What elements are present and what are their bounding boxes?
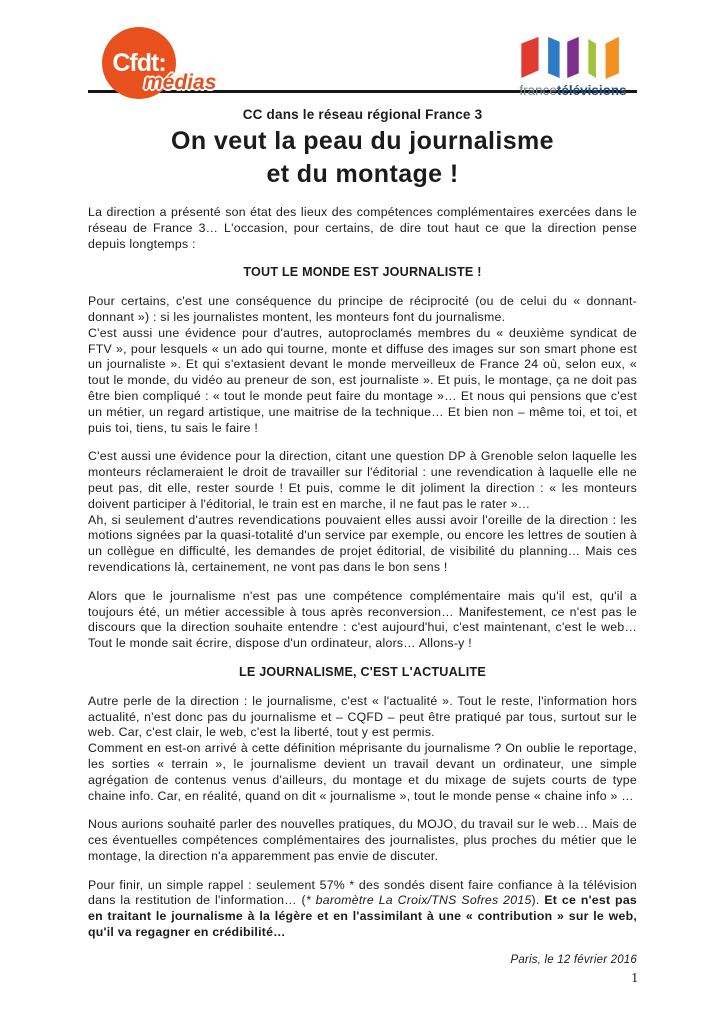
paragraph-definition-meprisante: Comment en est-on arrivé à cette définition méprisante du journalisme ? On oublie le reportage, les sorties « terrain », le journalisme devient un travail devant un ordinateur, une simple agrégation de contenus venus d'ailleurs, du montage et du mixage de sujets courts de type chaine info. Car, en réalité, quand on dit « journalisme », tout le monde pense « chaine info » … — [88, 741, 637, 803]
ftv-flag-orange-icon — [606, 37, 619, 79]
paragraph-autres-revendications: Ah, si seulement d'autres revendications pouvaient elles aussi avoir l'oreille de la direction : les motions signées par la quasi-totalité d'un service par exemple, ou encore les lettres de soutien à un collègue en difficulté, les demandes de projet éditorial, de visibilité du planning… Mais ces revendications là, certainement, ne vont pas dans le bon sens ! — [88, 512, 637, 574]
paragraph-autre-perle: Autre perle de la direction : le journalisme, c'est « l'actualité ». Tout le reste, l'information hors actualité, n'est donc pas du journalisme et – CQFD – peut être pratiqué par tous, surtout sur le web. Car, c'est clair, le web, c'est la liberté, tout y est permis. — [88, 693, 637, 740]
intro-paragraph: La direction a présenté son état des lieux des compétences complémentaires exercées dans le réseau de France 3… L'occasion, pour certains, de dire tout haut ce que la direction pense depuis longtemps : — [88, 205, 637, 251]
ftv-flag-red-icon — [521, 37, 538, 78]
ftv-wordmark-france: france — [519, 83, 557, 98]
document-kicker: CC dans le réseau régional France 3 — [242, 107, 483, 122]
page-number: 1 — [631, 970, 638, 985]
paragraph-direction-grenoble: C'est aussi une évidence pour la direction, citant une question DP à Grenoble selon laquelle les monteurs réclameraient le droit de travailler sur l'éditorial : une revendication à laquelle elle ne peut pas, dit elle, rester sourde ! Et puis, comme le dit joliment la direction : « les monteurs doivent participer à l'éditorial, le train est en marche, il ne faut pas le rater »… — [88, 449, 637, 511]
paragraph-reciprocite: Pour certains, c'est une conséquence du principe de réciprocité (ou de celui du « donnant-donnant ») : si les journalistes montent, les monteurs font du journalisme. — [88, 294, 637, 324]
france-televisions-flags-icon — [519, 35, 627, 79]
ftv-flag-blue-icon — [548, 37, 559, 78]
france-televisions-wordmark — [519, 83, 626, 98]
rappel-text-middle: ). — [531, 893, 545, 908]
rappel-text-start: Pour finir, un simple rappel : seulement 57% * des sondés disent faire confiance à la télévision dans la restitution de l'information… ( — [88, 877, 637, 908]
document-title — [88, 125, 637, 191]
document-title-line1: On veut la peau du journalisme — [171, 127, 554, 155]
section-heading-1: TOUT LE MONDE EST JOURNALISTE ! — [243, 265, 482, 280]
section-heading-2: LE JOURNALISME, C'EST L'ACTUALITE — [239, 664, 486, 679]
france-televisions-logo — [519, 35, 627, 98]
cfdt-logo-text: Cfdt: — [112, 48, 166, 77]
cfdt-logo-subtitle: médias — [144, 71, 217, 94]
ftv-wordmark-televisions: télévisions — [556, 83, 627, 98]
rappel-source-italic: * baromètre La Croix/TNS Sofres 2015 — [305, 893, 532, 908]
paragraph-rappel-sondage — [88, 878, 637, 941]
masthead — [88, 0, 637, 98]
paragraph-deuxieme-syndicat: C'est aussi une évidence pour d'autres, autoproclamés membres du « deuxième syndicat de FTV », pour lesquels « un ado qui tourne, monte et diffuse des images sur son smart phone est un journaliste ». Et qui s'extasient devant le monde merveilleux de France 24 où, selon eux, « tout le monde, du vidéo au preneur de son, est journaliste ». Et puis, le montage, ça ne doit pas être bien compliqué : « tout le monde peut faire du montage »… Et nous qui pensions que c'est un métier, un regard artistique, une maitrise de la technique… Et bien non – même toi, et toi, et puis toi, tiens, tu sais le faire ! — [88, 325, 637, 435]
document-title-line2: et du montage ! — [266, 160, 459, 188]
cfdt-medias-logo — [102, 27, 252, 123]
rappel-conclusion-bold: Et ce n'est pas en traitant le journalisme à la légère et en l'assimilant à une « contribution » sur le web, qu'il va regagner en crédibilité… — [88, 893, 637, 940]
dateline: Paris, le 12 février 2016 — [510, 953, 637, 966]
ftv-flag-purple-icon — [567, 37, 578, 78]
ftv-flag-green-icon — [588, 39, 596, 78]
paragraph-reconversion: Alors que le journalisme n'est pas une compétence complémentaire mais qu'il est, qu'il a toujours été, un métier accessible à tous après reconversion… Manifestement, ce n'est pas le discours que la direction souhaite entendre : c'est aujourd'hui, c'est maintenant, c'est le web… Tout le monde sait écrire, dispose d'un ordinateur, alors… Allons-y ! — [88, 588, 637, 651]
paragraph-mojo: Nous aurions souhaité parler des nouvelles pratiques, du MOJO, du travail sur le web… Mais de ces éventuelles compétences complémentaires des journalistes, plus proches du métier que le montage, la direction n'a apparemment pas envie de discuter. — [88, 817, 637, 863]
document-body — [88, 205, 637, 966]
